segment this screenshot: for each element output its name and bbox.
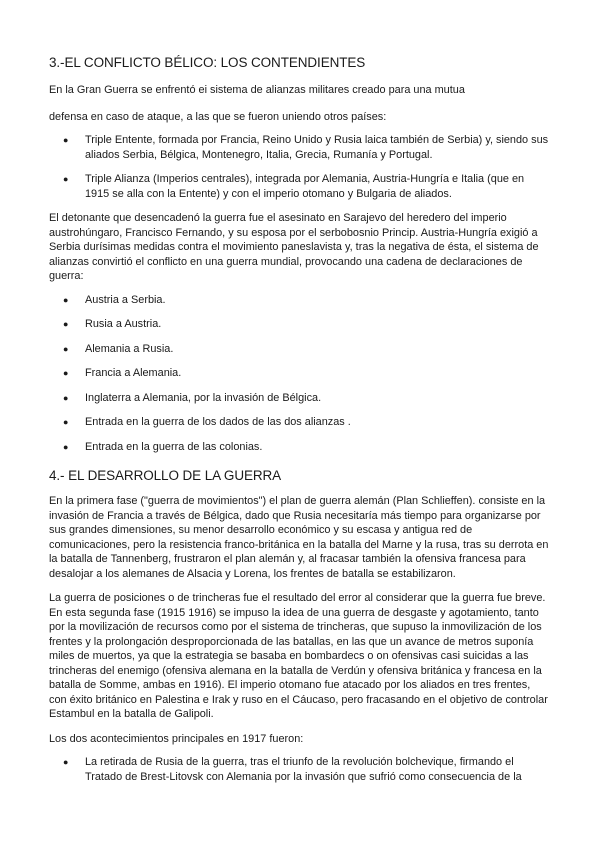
list-item: ● Rusia a Austria.	[63, 318, 162, 330]
bullet-icon: ●	[63, 392, 69, 403]
list-item: ● Triple Entente, formada por Francia, Reino Unido y Rusia laica también de Serbia) y, siendo sus aliados Serbia, Bélgica, Montenegro, Italia, Grecia, Rumanía y Portugal.	[63, 134, 549, 161]
bullet-icon: ●	[63, 757, 69, 767]
intro-line-1: En la Gran Guerra se enfrentó ei sistema de alianzas militares creado para una mutua	[49, 84, 465, 96]
list-item: ● Francia a Alemania.	[63, 367, 182, 379]
events-list	[49, 755, 549, 784]
list-item: ● Triple Alianza (Imperios centrales), integrada por Alemania, Austria-Hungría e Italia (que en 1915 se alla con la Entente) y con el imperio otomano y Bulgaria de aliados.	[63, 173, 525, 200]
document-page	[49, 55, 549, 784]
list-item: ● Entrada en la guerra de los dados de las dos alianzas .	[63, 416, 351, 428]
intro-line-2: defensa en caso de ataque, a las que se fueron uniendo otros países:	[49, 110, 387, 123]
list-item: ● Austria a Serbia.	[63, 293, 166, 306]
fase-2-paragraph: La guerra de posiciones o de trincheras fue el resultado del error al considerar que la guerra fue breve. En esta segunda fase (1915 1916) se impuso la idea de una guerra de desgaste y agotamiento, tanto por la movilización de recursos como por el sistema de trincheras, que supuso la inmovilización de los frentes y la prolongación desproporcionada de las batallas, en las que un avance de metros suponía miles de muertos, ya que la estrategia se basaba en bombardecs o on ofensivas casi suicidas a las trincheras del enemigo (ofensiva alemana en la batalla de Verdún y ofensiva británica y francesa en la batalla de Somme, ambas en 1916). El imperio otomano fue atacado por los aliados en tres frentes, con éxito británico en Palestina e Irak y ruso en el Cáucaso, pero fracasando en el objetivo de controlar Estambul en la batalla de Galipoli.	[49, 592, 548, 720]
alliances-list	[49, 133, 549, 201]
section-4-heading: 4.- EL DESARROLLO DE LA GUERRA	[49, 468, 282, 483]
bullet-icon: ●	[63, 417, 69, 427]
detonante-paragraph: El detonante que desencadenó la guerra fue el asesinato en Sarajevo del heredero del imperio austrohúngaro, Francisco Fernando, y su esposa por el serbobosnio Princip. Austria-Hungría exigió a Serbia durísimas medidas contra el movimiento paneslavista y, tras la negativa de ésta, el sistema de alianzas convirtió el conflicto en una guerra mundial, provocando una cadena de declaraciones de guerra:	[49, 212, 539, 282]
list-item: ● Inglaterra a Alemania, por la invasión de Bélgica.	[63, 391, 322, 404]
section-3-heading: 3.-EL CONFLICTO BÉLICO: LOS CONTENDIENTES	[49, 55, 366, 70]
bullet-icon: ●	[63, 319, 69, 329]
list-item: ● La retirada de Rusia de la guerra, tras el triunfo de la revolución bolchevique, firmando el Tratado de Brest-Litovsk con Alemania por la invasión que sufrió como consecuencia de la	[63, 756, 522, 783]
bullet-icon: ●	[63, 343, 69, 354]
list-item: ● Entrada en la guerra de las colonias.	[63, 440, 263, 453]
fase-1-paragraph: En la primera fase ("guerra de movimientos") el plan de guerra alemán (Plan Schlieffen). consiste en la invasión de Francia a través de Bélgica, dado que Rusia necesitaría más tiempo para organizarse por sus grandes dimensiones, su menor desarrollo económico y su escasa y antigua red de comunicaciones, pero la resistencia franco-británica en la batalla del Marne y la rusa, tras su derrota en la batalla de Tannenberg, frustraron el plan alemán y, al fracasar también la ofensiva francesa para desalojar a los alemanes de Alsacia y Lorena, los frentes de batalla se estabilizaron.	[49, 495, 549, 580]
bullet-icon: ●	[63, 368, 69, 378]
declarations-list	[49, 293, 549, 455]
bullet-icon: ●	[63, 135, 69, 145]
acontecimientos-intro: Los dos acontecimientos principales en 1917 fueron:	[49, 732, 304, 745]
bullet-icon: ●	[63, 441, 69, 452]
bullet-icon: ●	[63, 174, 69, 184]
list-item: ● Alemania a Rusia.	[63, 342, 174, 355]
bullet-icon: ●	[63, 294, 69, 305]
